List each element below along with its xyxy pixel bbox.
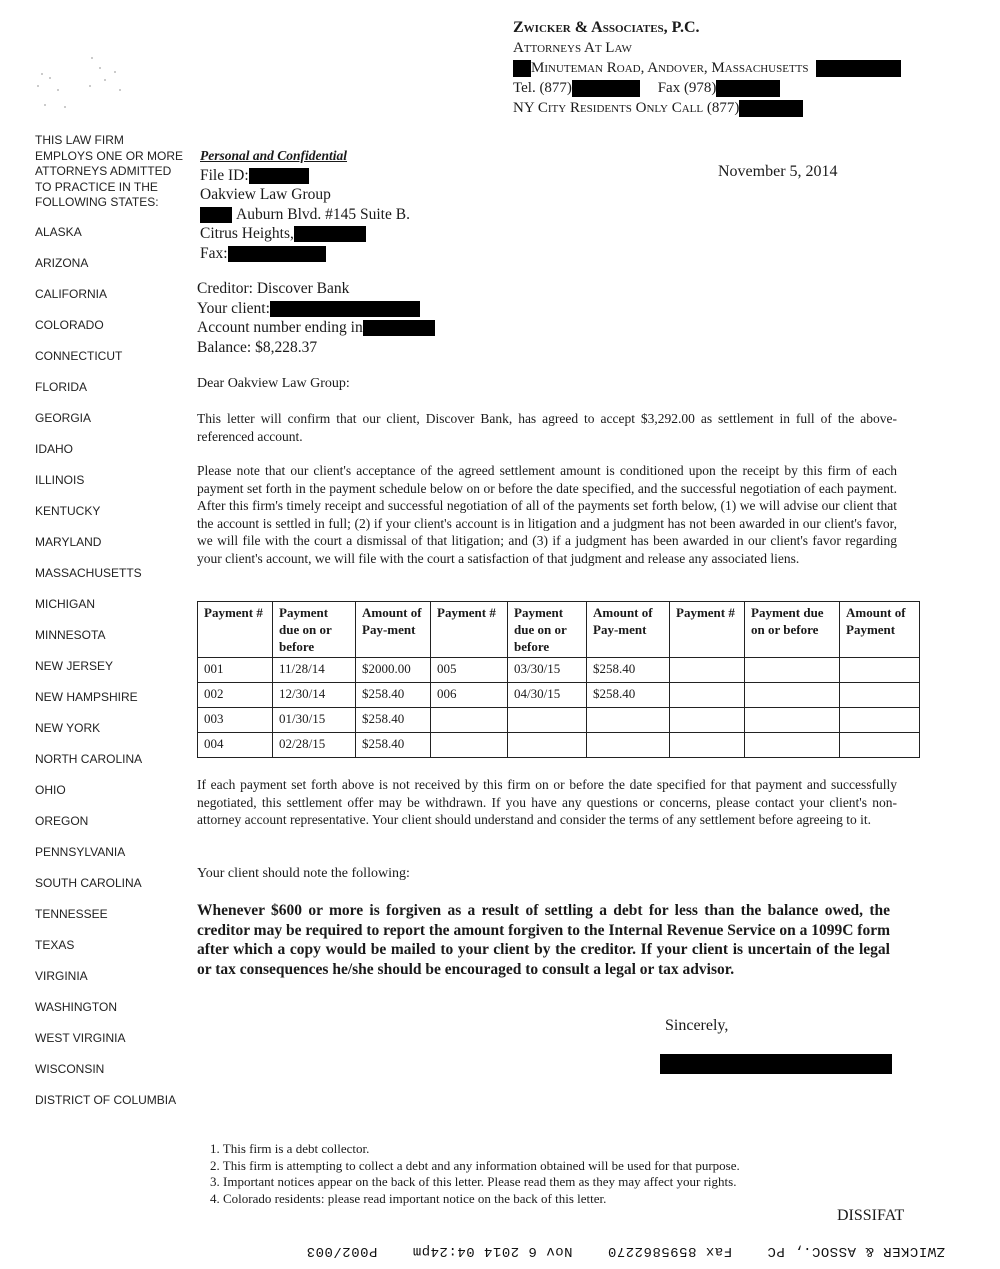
state-list <box>35 225 185 1124</box>
footnote-item: 2. This firm is attempting to collect a debt and any information obtained will be used for that purpose. <box>210 1157 740 1173</box>
table-cell: 12/30/14 <box>273 683 356 708</box>
state-item: PENNSYLVANIA <box>35 844 126 859</box>
table-cell: 01/30/15 <box>273 708 356 733</box>
file-id-line <box>200 166 410 186</box>
table-cell <box>840 733 920 758</box>
addressee-block <box>200 146 410 263</box>
state-item: NEW HAMPSHIRE <box>35 689 138 704</box>
firm-name: Zwicker & Associates, P.C. <box>513 19 700 36</box>
tax-warning: Whenever $600 or more is forgiven as a result of settling a debt for less than the balance owed, the creditor may be required to report the amount forgiven to the Internal Revenue Service on a 1099C form after which a copy would be mailed to your client by the creditor. If your client is uncertain of the legal or tax consequences he/she should be encouraged to consult a legal or tax advisor. <box>197 902 890 978</box>
state-item: WISCONSIN <box>35 1061 105 1076</box>
client-line <box>197 299 435 319</box>
footnote-item: 4. Colorado residents: please read important notice on the back of this letter. <box>210 1190 607 1206</box>
table-cell <box>508 708 587 733</box>
table-row <box>198 658 920 683</box>
fax-page: P002/003 <box>306 1243 378 1259</box>
addressee-street-line <box>200 205 410 225</box>
addressee-fax-line <box>200 244 410 264</box>
table-cell <box>670 733 745 758</box>
table-row <box>198 708 920 733</box>
table-cell <box>587 708 670 733</box>
redaction-block <box>739 100 803 117</box>
table-cell: 004 <box>198 733 273 758</box>
addressee-name: Oakview Law Group <box>200 186 331 203</box>
state-item: OREGON <box>35 813 89 828</box>
redaction-block <box>363 320 435 336</box>
table-cell <box>587 733 670 758</box>
table-cell <box>840 708 920 733</box>
redaction-block <box>294 226 366 242</box>
firm-address <box>513 58 953 78</box>
firm-street: Minuteman Road, Andover, Massachusetts <box>531 60 809 76</box>
table-cell <box>431 733 508 758</box>
state-item: DISTRICT OF COLUMBIA <box>35 1092 177 1107</box>
table-cell: 04/30/15 <box>508 683 587 708</box>
redaction-block <box>716 80 780 97</box>
table-cell: 03/30/15 <box>508 658 587 683</box>
state-item: MASSACHUSETTS <box>35 565 142 580</box>
payment-schedule-table <box>197 601 920 758</box>
redaction-block <box>513 60 531 77</box>
state-item: FLORIDA <box>35 379 88 394</box>
redaction-block <box>816 60 901 77</box>
table-cell: 002 <box>198 683 273 708</box>
table-cell: 003 <box>198 708 273 733</box>
table-cell <box>508 733 587 758</box>
fax-date: Nov 6 2014 04:24pm <box>412 1243 573 1259</box>
table-cell <box>745 683 840 708</box>
footnote-item: 1. This firm is a debt collector. <box>210 1141 370 1156</box>
state-item: NEW YORK <box>35 720 101 735</box>
table-cell <box>670 683 745 708</box>
signoff: Sincerely, <box>665 1017 729 1034</box>
state-item: MARYLAND <box>35 534 102 549</box>
state-item: IDAHO <box>35 441 74 456</box>
column-header: Payment # <box>670 602 745 658</box>
table-cell: 001 <box>198 658 273 683</box>
fax-sender: ZWICKER & ASSOC., PC <box>766 1243 945 1259</box>
table-cell: 11/28/14 <box>273 658 356 683</box>
state-item: COLORADO <box>35 317 104 332</box>
table-cell: 006 <box>431 683 508 708</box>
fax-transmission-footer <box>85 1243 945 1259</box>
table-cell <box>840 683 920 708</box>
column-header: Payment due on or before <box>745 602 840 658</box>
conditions-paragraph: Please note that our client's acceptance of the agreed settlement amount is conditioned upon the receipt by this firm of each payment set forth in the payment schedule below on or before the date specified, and the successful negotiation of each payment. After this firm's timely receipt and successful negotiation of all of the payments set forth below, (1) we will advise our client that the account is settled in full; (2) if your client's account is in litigation and a judgment has not been awarded in our client's favor, we will file with the court a dismissal of that litigation; and (3) if a judgment has been awarded in our client's favor regarding your client's account, we will file with the court a satisfaction of that judgment and release any associated liens. <box>197 463 897 566</box>
client-label: Your client: <box>197 299 270 317</box>
state-item: TEXAS <box>35 937 75 952</box>
table-cell: $258.40 <box>356 708 431 733</box>
column-header: Payment due on or before <box>273 602 356 658</box>
salutation: Dear Oakview Law Group: <box>197 376 350 391</box>
table-cell: 005 <box>431 658 508 683</box>
note-intro: Your client should note the following: <box>197 866 410 881</box>
scanned-logo-smudge-icon <box>30 50 130 110</box>
table-cell <box>745 658 840 683</box>
state-item: NORTH CAROLINA <box>35 751 143 766</box>
redaction-block <box>270 301 420 317</box>
redacted-signature <box>660 1054 892 1074</box>
tel-label: Tel. (877) <box>513 80 572 96</box>
state-item: TENNESSEE <box>35 906 108 921</box>
state-item: MICHIGAN <box>35 596 95 611</box>
state-item: VIRGINIA <box>35 968 88 983</box>
addressee-fax-label: Fax: <box>200 244 228 262</box>
table-cell: 02/28/15 <box>273 733 356 758</box>
table-cell: $258.40 <box>587 683 670 708</box>
addressee-city-line <box>200 224 410 244</box>
state-item: CALIFORNIA <box>35 286 108 301</box>
letterhead <box>513 18 953 118</box>
state-item: KENTUCKY <box>35 503 101 518</box>
table-cell <box>431 708 508 733</box>
addressee-city: Citrus Heights, <box>200 225 294 242</box>
ny-label: NY City Residents Only Call (877) <box>513 100 740 116</box>
creditor-line: Creditor: Discover Bank <box>197 280 350 297</box>
redaction-block <box>249 168 309 184</box>
state-item: WASHINGTON <box>35 999 118 1014</box>
column-header: Payment due on or before <box>508 602 587 658</box>
file-id-label: File ID: <box>200 166 249 184</box>
table-row <box>198 733 920 758</box>
sidebar-intro: THIS LAW FIRM EMPLOYS ONE OR MORE ATTORNEYS ADMITTED TO PRACTICE IN THE FOLLOWING STATES: <box>35 133 184 209</box>
confidential-label: Personal and Confidential <box>200 148 348 163</box>
table-cell <box>670 708 745 733</box>
state-item: ARIZONA <box>35 255 89 270</box>
redaction-block <box>228 246 326 262</box>
column-header: Payment # <box>198 602 273 658</box>
firm-subtitle: Attorneys At Law <box>513 40 632 56</box>
column-header: Amount of Pay-ment <box>587 602 670 658</box>
redaction-block <box>572 80 640 97</box>
firm-phone-line <box>513 78 953 98</box>
table-cell: $2000.00 <box>356 658 431 683</box>
table-cell: $258.40 <box>356 683 431 708</box>
fax-label: Fax (978) <box>657 80 717 96</box>
addressee-street: Auburn Blvd. #145 Suite B. <box>236 205 410 223</box>
table-cell: $258.40 <box>587 658 670 683</box>
licensed-states-sidebar <box>35 133 185 1124</box>
balance-line: Balance: $8,228.37 <box>197 338 318 356</box>
table-cell <box>840 658 920 683</box>
table-header-row <box>198 602 920 658</box>
account-line <box>197 318 435 338</box>
state-item: WEST VIRGINIA <box>35 1030 126 1045</box>
fax-number: Fax 8595862270 <box>607 1243 733 1259</box>
account-label: Account number ending in <box>197 319 363 336</box>
settlement-paragraph: This letter will confirm that our client, Discover Bank, has agreed to accept $3,292.00 as settlement in full of the above-referenced account. <box>197 411 897 444</box>
table-row <box>198 683 920 708</box>
table-cell <box>745 708 840 733</box>
column-header: Amount of Pay-ment <box>356 602 431 658</box>
state-item: ILLINOIS <box>35 472 85 487</box>
ny-line <box>513 98 953 118</box>
state-item: CONNECTICUT <box>35 348 123 363</box>
footnotes <box>210 1141 740 1207</box>
state-item: MINNESOTA <box>35 627 106 642</box>
table-body <box>198 658 920 758</box>
footnote-item: 3. Important notices appear on the back of this letter. Please read them as they may affect your rights. <box>210 1174 737 1189</box>
table-cell: $258.40 <box>356 733 431 758</box>
redaction-block <box>200 207 232 223</box>
withdrawal-paragraph: If each payment set forth above is not received by this firm on or before the date specified for that payment and successfully negotiated, this settlement offer may be withdrawn. If you have any questions or concerns, please contact your client's non-attorney account representative. Your client should understand and consider the terms of any settlement before agreeing to it. <box>197 777 897 827</box>
column-header: Amount of Payment <box>840 602 920 658</box>
state-item: SOUTH CAROLINA <box>35 875 142 890</box>
state-item: ALASKA <box>35 224 82 239</box>
column-header: Payment # <box>431 602 508 658</box>
state-item: NEW JERSEY <box>35 658 114 673</box>
account-references <box>197 279 435 357</box>
document-code: DISSIFAT <box>837 1207 905 1224</box>
letter-date: November 5, 2014 <box>718 163 838 180</box>
state-item: OHIO <box>35 782 66 797</box>
state-item: GEORGIA <box>35 410 92 425</box>
table-cell <box>745 733 840 758</box>
table-cell <box>670 658 745 683</box>
